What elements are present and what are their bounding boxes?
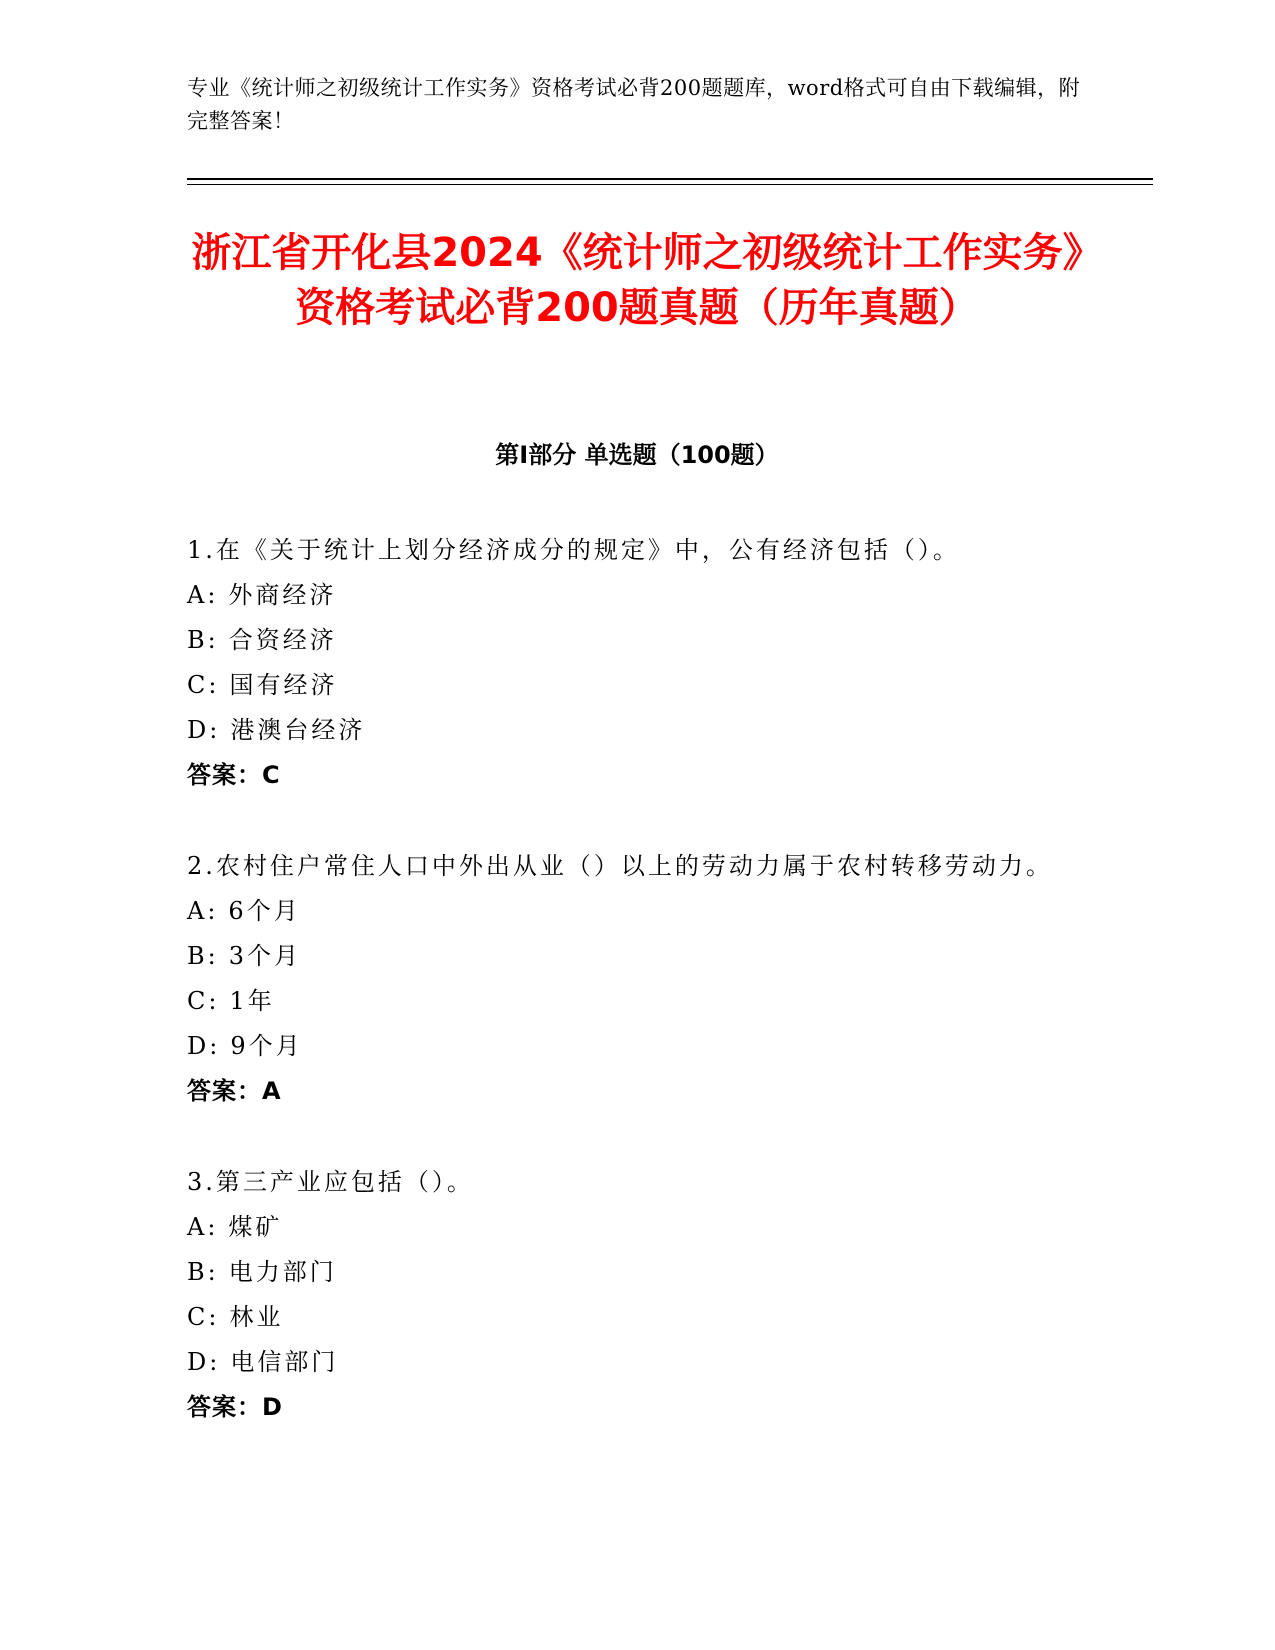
question-stem: 1.在《关于统计上划分经济成分的规定》中，公有经济包括（）。 xyxy=(187,536,960,564)
answer-line: 答案：C xyxy=(187,761,281,789)
option-text: 国有经济 xyxy=(229,671,338,699)
section-title: 第Ⅰ部分 单选题（100题） xyxy=(495,441,779,469)
option-text: 林业 xyxy=(229,1303,284,1331)
option-key: A: xyxy=(187,897,219,925)
header-note: 专业《统计师之初级统计工作实务》资格考试必背200题题库，word格式可自由下载编辑，附完整答案！ xyxy=(187,76,1081,133)
option-text: 6个月 xyxy=(228,897,301,925)
answer-line: 答案：A xyxy=(187,1077,282,1105)
question-item xyxy=(187,528,1067,798)
option-text: 港澳台经济 xyxy=(230,716,366,744)
option-b xyxy=(187,618,1067,663)
option-key: C: xyxy=(187,987,220,1015)
option-c xyxy=(187,979,1067,1024)
option-b xyxy=(187,934,1067,979)
question-stem: 3.第三产业应包括（）。 xyxy=(187,1168,474,1196)
option-a xyxy=(187,1205,1067,1250)
option-key: D: xyxy=(187,716,221,744)
option-key: A: xyxy=(187,581,219,609)
option-d xyxy=(187,1340,1067,1385)
option-c xyxy=(187,663,1067,708)
option-text: 电信部门 xyxy=(230,1348,339,1376)
option-key: C: xyxy=(187,671,220,699)
option-key: B: xyxy=(187,626,219,654)
option-text: 1年 xyxy=(229,987,275,1015)
option-c xyxy=(187,1295,1067,1340)
option-text: 煤矿 xyxy=(228,1213,283,1241)
header-divider-thin xyxy=(187,184,1153,185)
option-a xyxy=(187,889,1067,934)
header-divider-thick xyxy=(187,178,1153,180)
option-key: C: xyxy=(187,1303,220,1331)
question-stem: 2.农村住户常住人口中外出从业（）以上的劳动力属于农村转移劳动力。 xyxy=(187,852,1053,880)
option-key: D: xyxy=(187,1032,221,1060)
question-item xyxy=(187,844,1067,1114)
option-d xyxy=(187,708,1067,753)
option-key: D: xyxy=(187,1348,221,1376)
option-b xyxy=(187,1250,1067,1295)
option-key: B: xyxy=(187,942,219,970)
question-list xyxy=(187,528,1067,1476)
option-text: 3个月 xyxy=(228,942,302,970)
option-key: A: xyxy=(187,1213,219,1241)
option-d xyxy=(187,1024,1067,1069)
option-text: 电力部门 xyxy=(228,1258,337,1286)
option-a xyxy=(187,573,1067,618)
document-title: 浙江省开化县2024《统计师之初级统计工作实务》资格考试必背200题真题（历年真题） xyxy=(191,230,1083,331)
option-text: 外商经济 xyxy=(228,581,337,609)
option-text: 9个月 xyxy=(230,1032,303,1060)
option-text: 合资经济 xyxy=(228,626,337,654)
question-item xyxy=(187,1160,1067,1430)
answer-line: 答案：D xyxy=(187,1393,283,1421)
option-key: B: xyxy=(187,1258,219,1286)
